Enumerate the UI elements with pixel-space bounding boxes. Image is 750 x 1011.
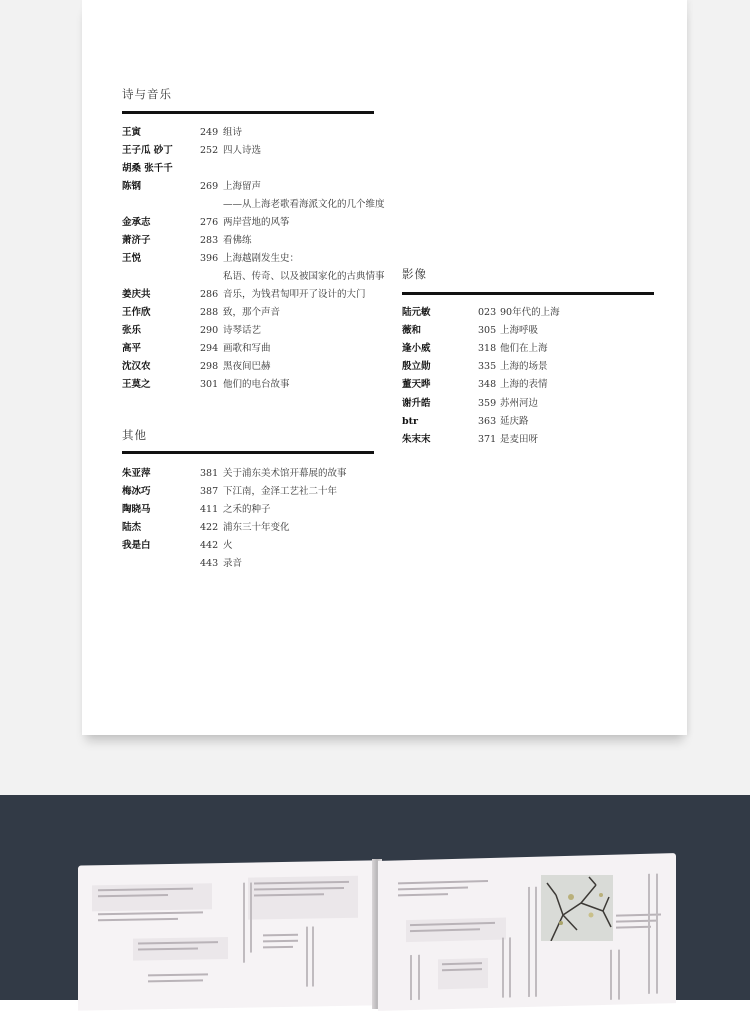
author-name: 王寅 <box>122 127 142 138</box>
toc-row <box>122 124 374 142</box>
page-number: 443 <box>200 558 219 569</box>
tree-photo <box>541 875 613 941</box>
toc-row <box>122 322 374 340</box>
author-name: 逢小威 <box>402 343 431 355</box>
toc-row <box>402 340 654 358</box>
page-number: 294 <box>200 343 219 354</box>
book-left-page <box>78 860 374 1010</box>
author-name: 陶晓马 <box>122 504 151 515</box>
page-number: 286 <box>200 289 219 300</box>
article-title: 四人诗选 <box>223 145 262 156</box>
toc-row <box>122 555 374 573</box>
article-title: 关于浦东美术馆开幕展的故事 <box>223 468 347 479</box>
page-number: 249 <box>200 127 219 138</box>
toc-row <box>122 465 374 483</box>
toc-row <box>122 358 374 376</box>
author-name: 胡桑 张千千 <box>122 163 173 174</box>
page-number: 335 <box>478 361 497 373</box>
section-rule <box>122 111 374 114</box>
toc-row <box>122 250 374 268</box>
author-name: 王莫之 <box>122 379 151 390</box>
toc-row <box>402 395 654 413</box>
author-name: 金承志 <box>122 217 151 228</box>
page-number: 283 <box>200 235 219 246</box>
page-number: 276 <box>200 217 219 228</box>
author-name: 谢升皓 <box>402 397 431 409</box>
author-name: 董天晔 <box>402 379 431 391</box>
page-number: 252 <box>200 145 219 156</box>
toc-row <box>122 178 374 196</box>
toc-row <box>122 196 385 214</box>
author-name: 陈钢 <box>122 181 142 192</box>
page-number: 290 <box>200 325 219 336</box>
page-number: 411 <box>200 504 219 515</box>
page-number: 387 <box>200 486 219 497</box>
page-number: 305 <box>478 325 497 337</box>
article-title: 私语、传奇、以及被国家化的古典情事 <box>223 271 385 282</box>
section-title: 诗与音乐 <box>122 87 172 101</box>
author-name: 高平 <box>122 343 142 354</box>
article-title: 90年代的上海 <box>500 307 560 318</box>
toc-page <box>82 0 687 735</box>
author-name: 萧济子 <box>122 235 151 246</box>
author-name: 朱亚萍 <box>122 468 151 479</box>
article-title: 他们的电台故事 <box>223 379 290 390</box>
author-name: 陆元敏 <box>402 307 431 318</box>
author-name: 我是白 <box>122 540 151 551</box>
author-name: 王悦 <box>122 253 142 264</box>
author-name: 姜庆共 <box>122 289 151 300</box>
page-number: 288 <box>200 307 219 318</box>
article-title: 他们在上海 <box>500 343 548 355</box>
author-name: 王子瓜 砂丁 <box>122 145 173 156</box>
page-number: 396 <box>200 253 219 264</box>
toc-row <box>122 340 374 358</box>
article-title: 音乐，为钱君匋叩开了设计的大门 <box>223 289 366 300</box>
article-title: 上海的表情 <box>500 379 548 391</box>
book-right-page <box>378 853 676 1011</box>
page-number: 363 <box>478 415 497 427</box>
author-name: 王作欣 <box>122 307 151 318</box>
toc-row <box>122 268 385 286</box>
section-title: 影像 <box>402 267 427 281</box>
page-number: 318 <box>478 343 497 355</box>
article-title: 浦东三十年变化 <box>223 522 290 533</box>
article-title: 录音 <box>223 558 243 569</box>
author-name: 殷立勋 <box>402 361 431 373</box>
toc-row <box>122 214 374 232</box>
section-rule <box>402 292 654 295</box>
toc-row <box>402 431 654 449</box>
page-number: 371 <box>478 433 497 445</box>
section-rule <box>122 451 374 454</box>
page-number: 301 <box>200 379 219 390</box>
page-number: 298 <box>200 361 219 372</box>
article-title: 延庆路 <box>500 415 529 427</box>
toc-row <box>122 142 374 160</box>
toc-row <box>122 483 374 501</box>
toc-row <box>402 358 654 376</box>
article-title: 是麦田呀 <box>500 433 539 445</box>
article-title: 黑夜间巴赫 <box>223 361 271 372</box>
article-title: 诗琴话艺 <box>223 325 262 336</box>
article-title: 火 <box>223 540 233 551</box>
page-number: 269 <box>200 181 219 192</box>
article-title: 看佛练 <box>223 235 252 246</box>
toc-row <box>122 376 374 394</box>
article-title: 下江南，金泽工艺社二十年 <box>223 486 338 497</box>
open-book-photo <box>0 795 750 1000</box>
author-name: 沈汉农 <box>122 361 151 372</box>
article-title: 上海呼吸 <box>500 325 539 337</box>
open-book <box>78 855 676 1005</box>
toc-row <box>402 322 654 340</box>
toc-row <box>122 286 374 304</box>
article-title: ——从上海老歌看海派文化的几个维度 <box>223 199 385 210</box>
author-name: 陆杰 <box>122 522 142 533</box>
author-name: btr <box>402 415 419 427</box>
author-name: 薇和 <box>402 325 422 337</box>
toc-row <box>402 304 654 322</box>
author-name: 梅冰巧 <box>122 486 151 497</box>
article-title: 致，那个声音 <box>223 307 281 318</box>
author-name: 朱末末 <box>402 433 431 445</box>
page-number: 442 <box>200 540 219 551</box>
page-number: 359 <box>478 397 497 409</box>
article-title: 上海越剧发生史： <box>223 253 300 264</box>
article-title: 苏州河边 <box>500 397 539 409</box>
toc-row <box>122 304 374 322</box>
section-title: 其他 <box>122 428 147 442</box>
toc-row <box>122 501 374 519</box>
article-title: 两岸营地的风筝 <box>223 217 290 228</box>
page-number: 023 <box>478 307 497 318</box>
toc-row <box>122 232 374 250</box>
article-title: 上海留声 <box>223 181 262 192</box>
author-name: 张乐 <box>122 325 142 336</box>
page-number: 422 <box>200 522 219 533</box>
article-title: 上海的场景 <box>500 361 548 373</box>
toc-row <box>402 376 654 394</box>
article-title: 画歌和写曲 <box>223 343 271 354</box>
page-number: 348 <box>478 379 497 391</box>
article-title: 组诗 <box>223 127 243 138</box>
toc-row <box>122 160 374 178</box>
page-number: 381 <box>200 468 219 479</box>
toc-row <box>402 413 654 431</box>
toc-row <box>122 537 374 555</box>
toc-row <box>122 519 374 537</box>
article-title: 之禾的种子 <box>223 504 271 515</box>
